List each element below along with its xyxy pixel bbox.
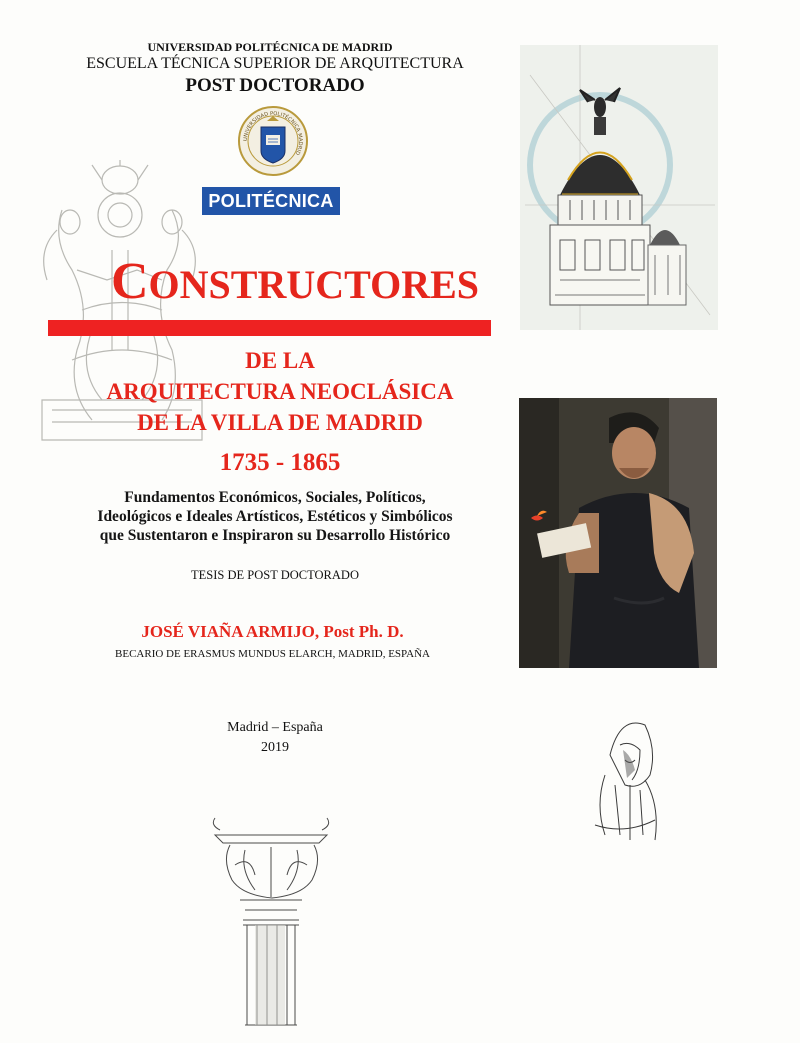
title-initial: C	[110, 253, 149, 310]
title-divider	[48, 320, 491, 336]
worker-painting-icon	[519, 398, 717, 668]
publication-year: 2019	[261, 740, 289, 755]
description-line-2: Ideológicos e Ideales Artísticos, Estéticos y Simbólicos	[97, 508, 453, 525]
university-seal-icon	[237, 105, 309, 177]
program-name: POST DOCTORADO	[185, 75, 365, 96]
metropolis-dome-drawing-icon	[520, 45, 718, 330]
seal-ring-text: UNIVERSIDAD POLITÉCNICA MADRID	[242, 110, 304, 156]
thesis-label: TESIS DE POST DOCTORADO	[191, 568, 359, 582]
hooded-figure-sketch-icon	[585, 715, 665, 845]
subtitle-line-1: DE LA	[245, 348, 315, 373]
subtitle-line-3: DE LA VILLA DE MADRID	[137, 410, 423, 435]
publication-place: Madrid – España	[227, 720, 323, 735]
author-affiliation: BECARIO DE ERASMUS MUNDUS ELARCH, MADRID, ESPAÑA	[115, 648, 430, 660]
subtitle-line-2: ARQUITECTURA NEOCLÁSICA	[106, 379, 454, 404]
description-line-3: que Sustentaron e Inspiraron su Desarrollo Histórico	[99, 527, 451, 544]
subtitle	[60, 345, 500, 438]
title-rest: ONSTRUCTORES	[148, 262, 480, 307]
politecnica-badge: POLITÉCNICA	[202, 187, 340, 215]
author-name: JOSÉ VIAÑA ARMIJO, Post Ph. D.	[141, 622, 404, 641]
description	[40, 488, 510, 545]
school-name: ESCUELA TÉCNICA SUPERIOR DE ARQUITECTURA	[86, 55, 464, 72]
main-title	[90, 252, 500, 311]
description-line-1: Fundamentos Económicos, Sociales, Políticos,	[124, 489, 426, 506]
university-name: UNIVERSIDAD POLITÉCNICA DE MADRID	[147, 40, 393, 54]
title-years: 1735 - 1865	[219, 449, 341, 476]
corinthian-column-sketch-icon	[205, 815, 337, 1030]
